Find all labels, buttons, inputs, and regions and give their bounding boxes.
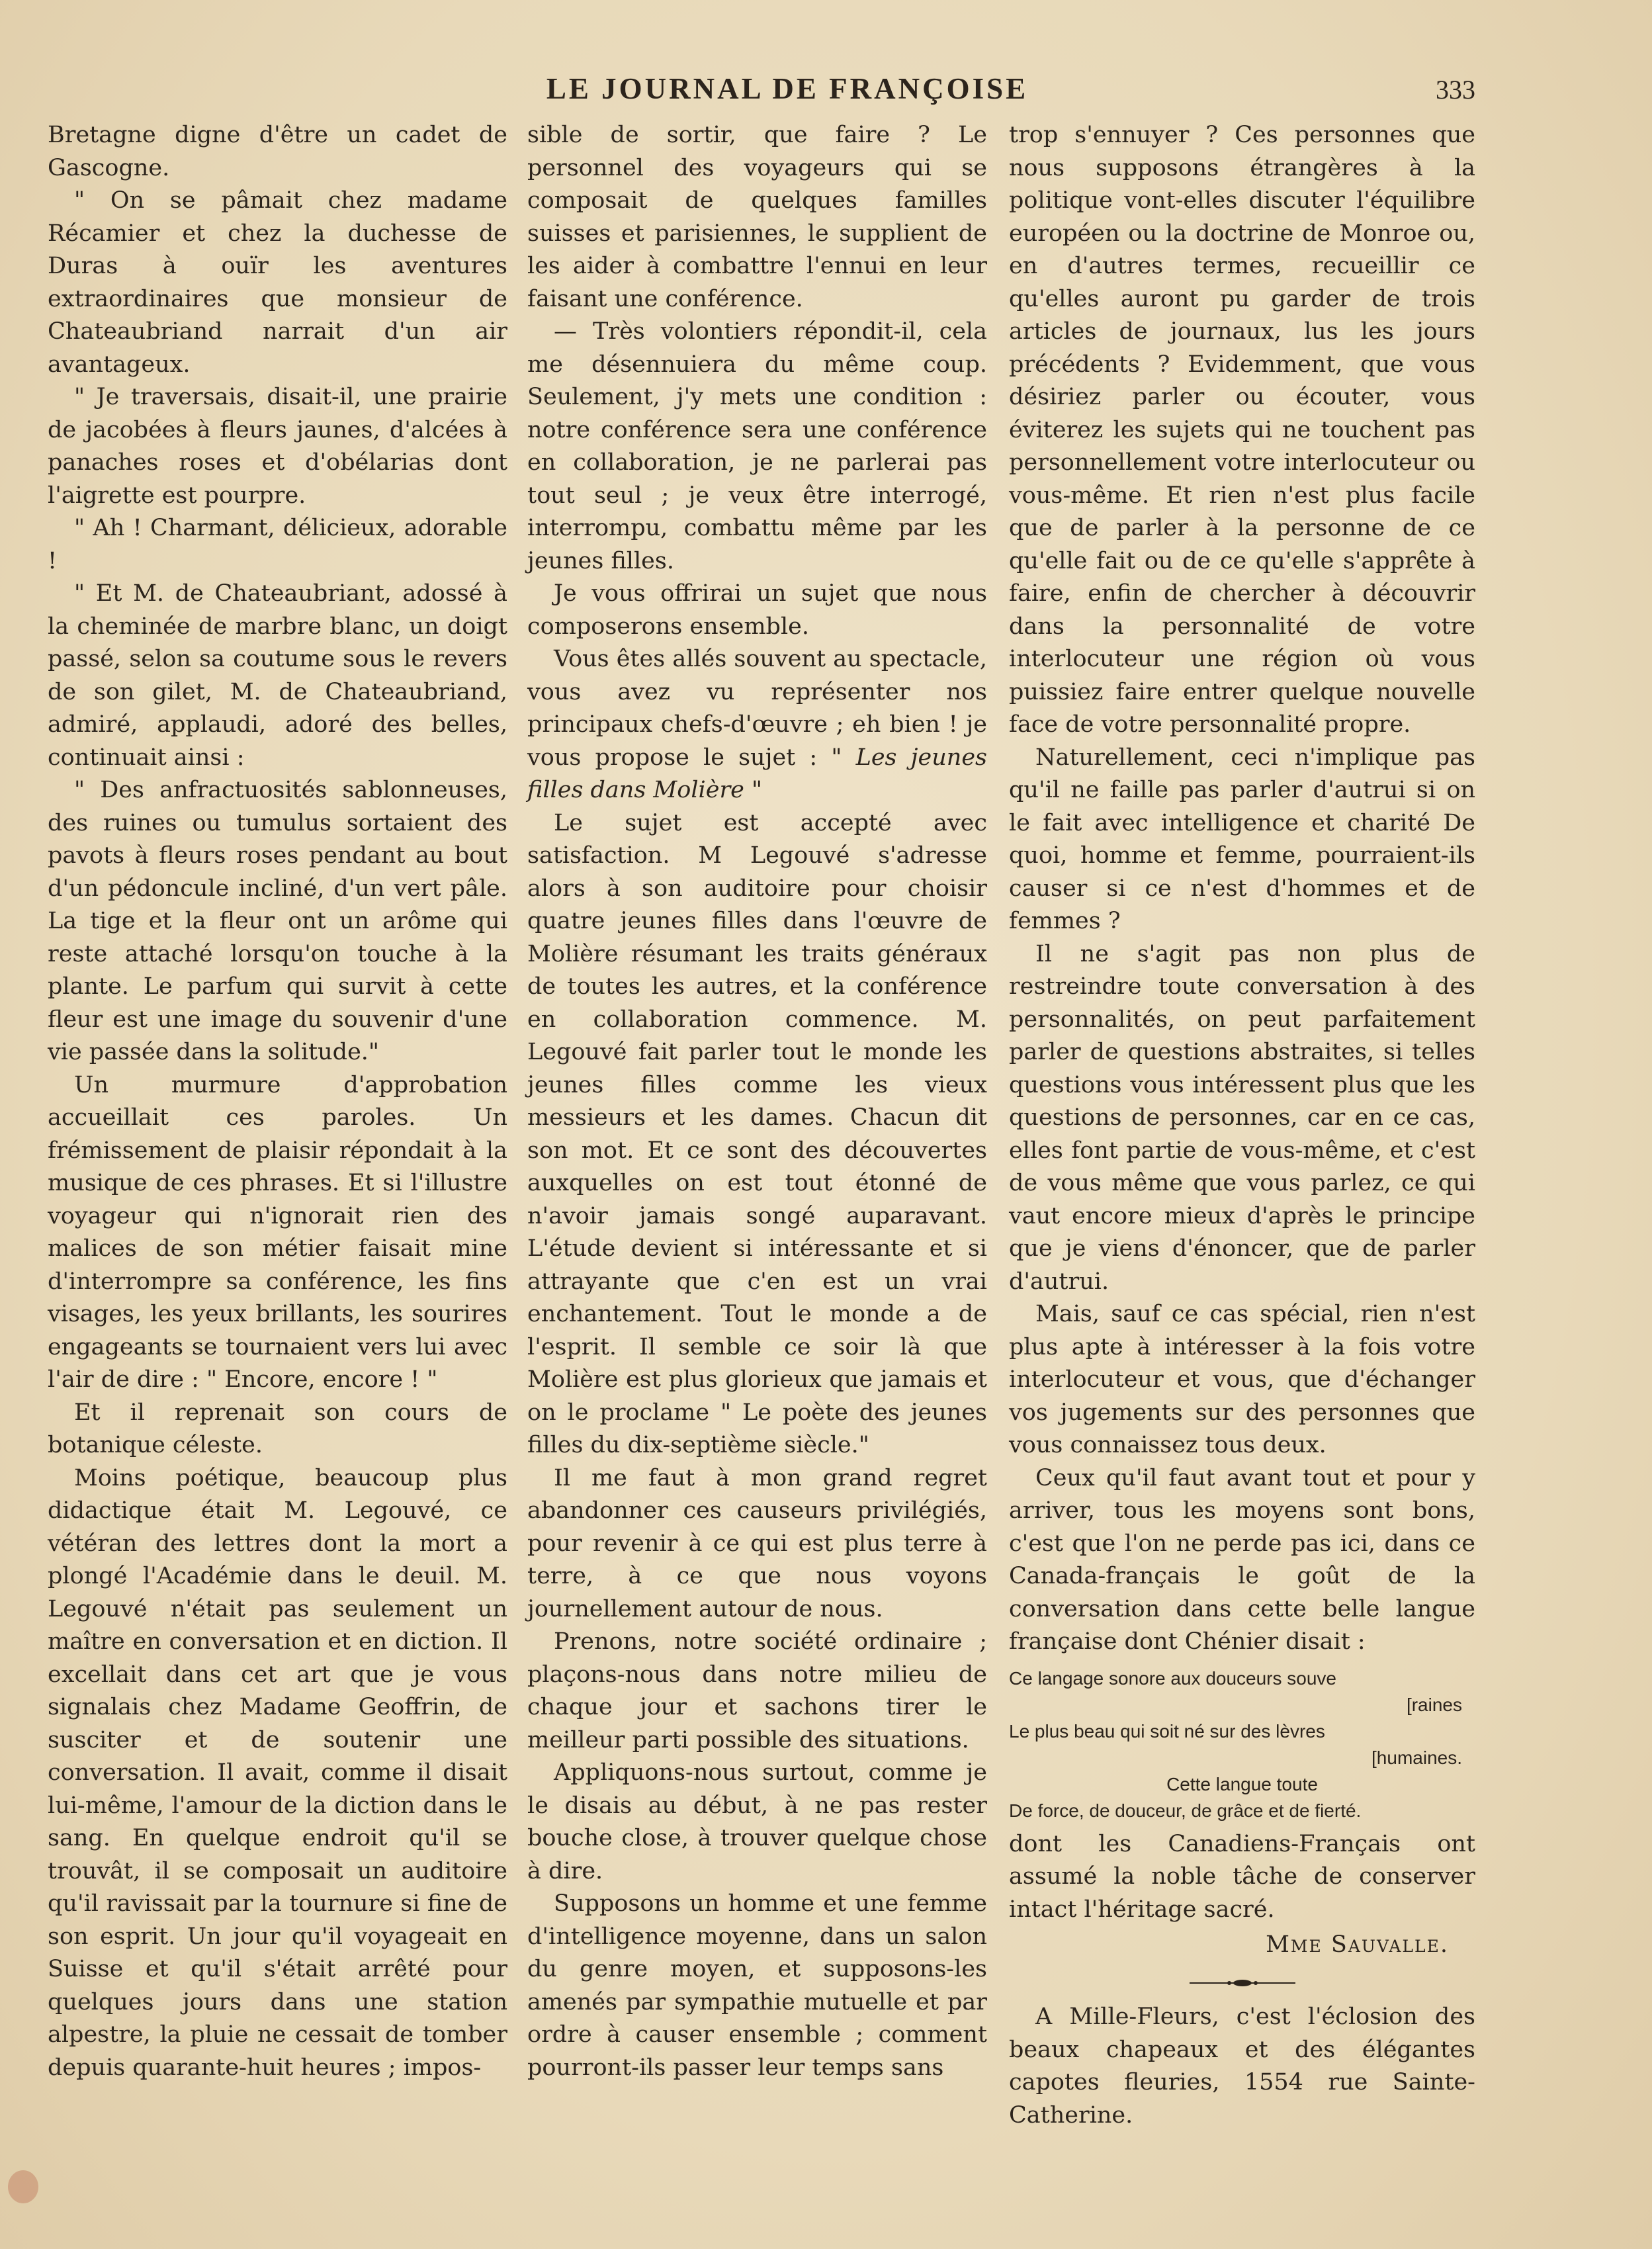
paragraph: " Et M. de Chateaubriant, adossé à la cheminée de marbre blanc, un doigt passé, selon sa coutume sous le revers de son gilet, M. de Chateaubriand, admiré, applaudi, adoré des belles, continuait ainsi : [48,580,507,771]
paragraph: Il me faut à mon grand regret abandonner ces causeurs privilégiés, pour revenir à ce qui est plus terre à terre, à ce que nous voyons journellement autour de nous. [527,1464,987,1622]
paragraph: Mais, sauf ce cas spécial, rien n'est plus apte à intéresser à la fois votre interlocuteur et vous, que d'échanger vos jugements sur des personnes que vous connaissez tous deux. [1009,1301,1475,1458]
paragraph: dont les Canadiens-Français ont assumé la noble tâche de conserver intact l'héritage sacré. [1009,1830,1475,1923]
paragraph: Je vous offrirai un sujet que nous composerons ensemble. [527,580,987,640]
poem-quote [1009,1665,1475,1824]
verse-line: Ce langage sonore aux douceurs souve [1009,1667,1337,1689]
paragraph: trop s'ennuyer ? Ces personnes que nous supposons étrangères à la politique vont-elles discuter l'équilibre européen ou la doctrine de Monroe ou, en d'autres termes, recueillir ce qu'elles auront pu garder de trois articles de journaux, lus les jours précédents ? Evidemment, que vous désiriez parler ou écouter, vous éviterez les sujets qui ne touchent pas personnellement votre interlocuteur ou vous-même. Et rien n'est plus facile que de parler à la personne de ce qu'elle fait ou de ce qu'elle s'apprête à faire, enfin de chercher à découvrir dans la personnalité de votre interlocuteur une région où vous puissiez faire entrer quelque nouvelle face de votre personnalité propre. [1009,122,1475,738]
text-column-3 [1009,119,1475,2132]
paragraph: Supposons un homme et une femme d'intelligence moyenne, dans un salon du genre moyen, et supposons-les amenés par sympathie mutuelle et par ordre à causer ensemble ; comment pourront-ils passer leur temps sans [527,1890,987,2081]
verse-line: Cette langue toute [1166,1773,1318,1794]
verse-line: Le plus beau qui soit né sur des lèvres [1009,1720,1325,1742]
paragraph [527,643,987,807]
paragraph: Il ne s'agit pas non plus de restreindre toute conversation à des personnalités, on peut parfaitement parler de questions abstraites, si telles questions vous intéressent plus que les questions de personnes, car en ce cas, elles font partie de vous-même, et c'est de vous même que vous parlez, ce qui vaut encore mieux d'après le principe que je viens d'énoncer, que de parler d'autrui. [1009,940,1475,1295]
verse-line-end: [humaines. [1371,1747,1462,1768]
paragraph: Moins poétique, beaucoup plus didactique était M. Legouvé, ce vétéran des lettres dont la mort a plongé l'Académie dans le deuil. M. Legouvé n'était pas seulement un maître en conversation et en diction. Il excellait dans cet art que je vous signalais chez Madame Geoffrin, de susciter et de soutenir une conversation. Il avait, comme il disait lui-même, l'amour de la diction dans le sang. En quelque endroit qu'il se trouvât, il se composait un auditoire qu'il ravissait par la tournure si fine de son esprit. Un jour qu'il voyageait en Suisse et qu'il s'était arrêté pour quelques jours dans une station alpestre, la pluie ne cessait de tomber depuis quarante-huit heures ; impos- [48,1464,507,2081]
paragraph: Appliquons-nous surtout, comme je le disais au début, à ne pas rester bouche close, à trouver quelque chose à dire. [527,1759,987,1884]
ornament-icon [1190,1978,1295,1988]
paragraph: Un murmure d'approbation accueillait ces paroles. Un frémissement de plaisir répondait à la musique de ces phrases. Et si l'illustre voyageur qui n'ignorait rien des malices de son métier faisait mine d'interrompre sa conférence, les fins visages, les yeux brillants, les sourires engageants se tournaient vers lui avec l'air de dire : " Encore, encore ! " [48,1071,507,1393]
advertisement: A Mille-Fleurs, c'est l'éclosion des beaux chapeaux et des élégantes capotes fleuries, 1554 rue Sainte-Catherine. [1009,2004,1475,2129]
page-number: 333 [1436,75,1475,105]
text-column-2 [527,119,987,2084]
paragraph: " Des anfractuosités sablonneuses, des ruines ou tumulus sortaient des pavots à fleurs roses pendant au bout d'un pédoncule incliné, d'un vert pâle. La tige et la fleur ont un arôme qui reste attaché lorsqu'on touche à la plante. Le parfum qui survit à cette fleur est une image du souvenir d'une vie passée dans la solitude." [48,777,507,1065]
journal-title: LE JOURNAL DE FRANÇOISE [546,72,1029,105]
paragraph: " On se pâmait chez madame Récamier et chez la duchesse de Duras à ouïr les aventures extraordinaires que monsieur de Chateaubriand narrait d'un air avantageux. [48,187,507,378]
paragraph: Prenons, notre société ordinaire ; plaçons-nous dans notre milieu de chaque jour et sachons tirer le meilleur parti possible des situations. [527,1628,987,1753]
text-column-1 [48,119,507,2084]
paragraph: Ceux qu'il faut avant tout et pour y arriver, tous les moyens sont bons, c'est que l'on ne perde pas ici, dans ce Canada-français le goût de la conversation dans cette belle langue française dont Chénier disait : [1009,1464,1475,1655]
paper-stain [8,2170,38,2203]
paragraph-text: Vous êtes allés souvent au spectacle, vous avez vu représenter nos principaux chefs-d'œuvre ; eh bien ! je vous propose le sujet : [527,646,987,771]
paragraph: " Ah ! Charmant, délicieux, adorable ! [48,515,507,574]
paragraph: — Très volontiers répondit-il, cela me désennuiera du même coup. Seulement, j'y mets une condition : notre conférence sera une conférence en collaboration, je ne parlerai pas tout seul ; je veux être interrogé, interrompu, combattu même par les jeunes filles. [527,318,987,574]
verse-line: De force, de douceur, de grâce et de fierté. [1009,1800,1362,1821]
paragraph: Et il reprenait son cours de botanique céleste. [48,1399,507,1458]
paragraph: Le sujet est accepté avec satisfaction. M Legouvé s'adresse alors à son auditoire pour choisir quatre jeunes filles dans l'œuvre de Molière résumant les traits généraux de toutes les autres, et la conférence en collaboration commence. M. Legouvé fait parler tout le monde les jeunes filles comme les vieux messieurs et les dames. Chacun dit son mot. Et ce sont des découvertes auxquelles on est tout étonné de n'avoir jamais songé auparavant. L'étude devient si intéressante et si attrayante que c'en est un vrai enchantement. Tout le monde a de l'esprit. Il semble ce soir là que Molière est plus glorieux que jamais et on le proclame " Le poète des jeunes filles du dix-septième siècle." [527,809,987,1458]
paragraph: Bretagne digne d'être un cadet de Gascogne. [48,122,507,181]
page-header [46,71,1475,111]
author-signature: Mme Sauvalle. [1266,1931,1449,1958]
ornament-divider [1009,1964,1475,1998]
paragraph: " Je traversais, disait-il, une prairie de jacobées à fleurs jaunes, d'alcées à panaches roses et d'obélarias dont l'aigrette est pourpre. [48,384,507,509]
subject-quote: " Les jeunes filles dans Molière " [527,744,987,803]
paragraph: sible de sortir, que faire ? Le personnel des voyageurs qui se composait de quelques familles suisses et parisiennes, le supplient de les aider à combattre l'ennui en leur faisant une conférence. [527,122,987,312]
paragraph: Naturellement, ceci n'implique pas qu'il ne faille pas parler d'autrui si on le fait avec intelligence et charité De quoi, homme et femme, pourraient-ils causer si ce n'est d'hommes et de femmes ? [1009,744,1475,934]
verse-line-end: [raines [1406,1694,1462,1715]
